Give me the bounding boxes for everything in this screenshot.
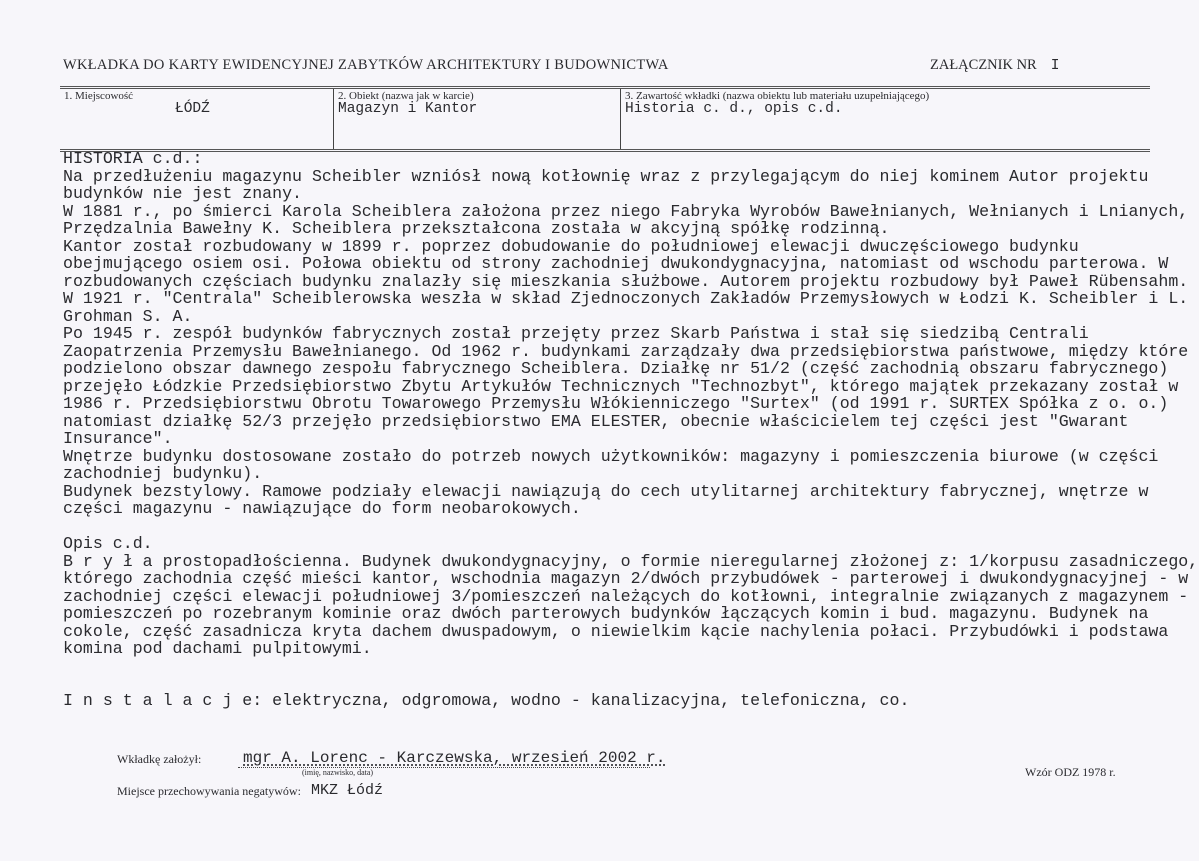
creator-value: mgr A. Lorenc - Karczewska, wrzesień 2002 r. <box>243 749 666 767</box>
annex-value: I <box>1050 58 1060 74</box>
cell-object <box>333 89 620 149</box>
negatives-label: Miejsce przechowywania negatywów: <box>117 784 301 798</box>
header-table <box>60 86 1150 152</box>
installations-text: I n s t a l a c j e: elektryczna, odgromowa, wodno - kanalizacyjna, telefoniczna, co. <box>63 691 910 710</box>
object-label: 2. Obiekt (nazwa jak w karcie) <box>338 90 474 102</box>
form-version: Wzór ODZ 1978 r. <box>1025 765 1116 779</box>
annex-number <box>930 57 1059 74</box>
creator-label: Wkładkę założył: <box>117 752 202 766</box>
locality-value: ŁÓDŹ <box>175 101 210 117</box>
contents-label: 3. Zawartość wkładki (nazwa obiektu lub materiału uzupełniającego) <box>625 90 930 102</box>
locality-label: 1. Miejscowość <box>64 90 134 102</box>
document-title: WKŁADKA DO KARTY EWIDENCYJNEJ ZABYTKÓW ARCHITEKTURY I BUDOWNICTWA <box>63 57 669 73</box>
annex-label: ZAŁĄCZNIK NR <box>930 57 1037 73</box>
body-text: HISTORIA c.d.: Na przedłużeniu magazynu Scheibler wzniósł nową kotłownię wraz z przylegającym do niej kominem Autor projektu budynków nie jest znany. W 1881 r., po śmierci Karola Scheiblera założona przez niego Fabryka Wyrobów Bawełnianych, Wełnianych i Lnianych, Przędzalnia Bawełny K. Scheiblera przekształcona została w akcyjną spółkę rodzinną. Kantor został rozbudowany w 1899 r. poprzez dobudowanie do południowej elewacji dwuczęściowego budynku obejmującego osiem osi. Połowa obiektu od strony zachodniej dwukondygnacyjna, natomiast od wschodu parterowa. W rozbudowanych częściach budynku znalazły się mieszkania służbowe. Autorem projektu rozbudowy był Paweł Rübensahm. W 1921 r. "Centrala" Scheiblerowska weszła w skład Zjednoczonych Zakładów Przemysłowych w Łodzi K. Scheibler i L. Grohman S. A. Po 1945 r. zespół budynków fabrycznych został przejęty przez Skarb Państwa i stał się siedzibą Centrali Zaopatrzenia Przemysłu Bawełnianego. Od 1962 r. budynkami zarządzały dwa przedsiębiorstwa państwowe, między które podzielono obszar dawnego zespołu fabrycznego Scheiblera. Działkę nr 51/2 (część zachodnią obszaru fabrycznego) przejęło Łódzkie Przedsiębiorstwo Zbytu Artykułów Technicznych "Technozbyt", którego majątek przekazany został w 1986 r. Przedsiębiorstwu Obrotu Towarowego Przemysłu Włókienniczego "Surtex" (od 1991 r. SURTEX Spółka z o. o.) natomiast działkę 52/3 przejęło przedsiębiorstwo EMA ELESTER, obecnie właścicielem tej części jest "Gwarant Insurance". Wnętrze budynku dostosowane zostało do potrzeb nowych użytkowników: magazyny i pomieszczenia biurowe (w części zachodniej budynku). Budynek bezstylowy. Ramowe podziały elewacji nawiązują do cech utylitarnej architektury fabrycznej, wnętrze w części magazynu - nawiązujące do form neobarokowych. Opis c.d. B r y ł a prostopadłościenna. Budynek dwukondygnacyjny, o formie nieregularnej złożonej z: 1/korpusu zasadniczego, którego zachodnia część mieści kantor, wschodnia magazyn 2/dwóch przybudówek - parterowej i dwukondygnacyjnej - w zachodniej części elewacji południowej 3/pomieszczeń należących do kotłowni, integralnie związanych z magazynem - pomieszczeń po rozebranym kominie oraz dwóch parterowych budynków łączących komin i bud. magazynu. Budynek na cokole, część zasadnicza kryta dachem dwuspadowym, o niewielkim kącie nachylenia połaci. Przybudówki i podstawa komina pod dachami pulpitowymi. <box>63 149 1199 658</box>
cell-locality <box>60 89 333 149</box>
cell-contents <box>620 89 1150 149</box>
creator-hint: (imię, nazwisko, data) <box>302 768 374 777</box>
object-value: Magazyn i Kantor <box>338 101 478 117</box>
contents-value: Historia c. d., opis c.d. <box>625 101 843 117</box>
negatives-value: MKZ Łódź <box>311 782 384 799</box>
creator-dotted-line <box>238 767 650 768</box>
